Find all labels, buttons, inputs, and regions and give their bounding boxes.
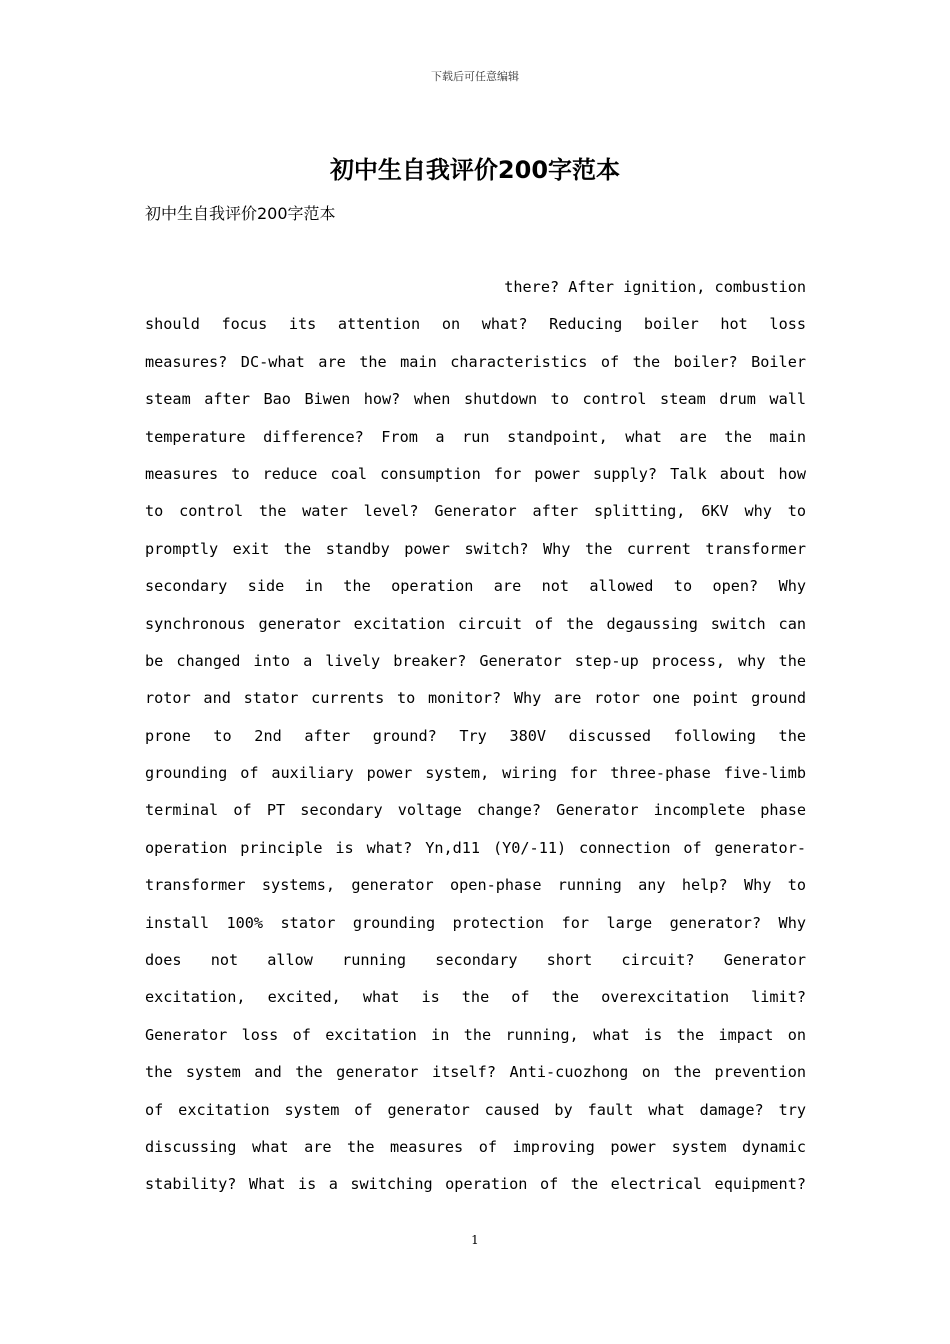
header-note: 下载后可任意编辑 xyxy=(431,70,519,83)
body-line: promptly exit the standby power switch? Why the current transformer xyxy=(145,539,806,558)
body-line: excitation, excited, what is the of the overexcitation limit? xyxy=(145,988,806,1007)
body-line: synchronous generator excitation circuit of the degaussing switch can xyxy=(145,614,806,633)
body-line: the system and the generator itself? Anti-cuozhong on the prevention xyxy=(145,1063,806,1082)
body-line: rotor and stator currents to monitor? Why are rotor one point ground xyxy=(145,689,806,708)
body-line: should focus its attention on what? Reducing boiler hot loss xyxy=(145,315,806,334)
page-number: 1 xyxy=(471,1233,479,1247)
body-line: Generator loss of excitation in the running, what is the impact on xyxy=(145,1025,806,1044)
body-line: transformer systems, generator open-phase running any help? Why to xyxy=(145,876,806,895)
body-line: install 100% stator grounding protection for large generator? Why xyxy=(145,913,806,932)
body-line: grounding of auxiliary power system, wiring for three-phase five-limb xyxy=(145,764,806,783)
body-line: temperature difference? From a run standpoint, what are the main xyxy=(145,427,806,446)
body-line: measures to reduce coal consumption for power supply? Talk about how xyxy=(145,464,806,483)
body-line: secondary side in the operation are not allowed to open? Why xyxy=(145,577,806,596)
document-title: 初中生自我评价200字范本 xyxy=(329,156,621,184)
body-line: of excitation system of generator caused by fault what damage? try xyxy=(145,1100,806,1119)
body-line: steam after Bao Biwen how? when shutdown to control steam drum wall xyxy=(145,390,806,409)
body-line: discussing what are the measures of improving power system dynamic xyxy=(145,1137,806,1156)
body-line: be changed into a lively breaker? Generator step-up process, why the xyxy=(145,651,806,670)
body-line: stability? What is a switching operation of the electrical equipment? xyxy=(145,1175,806,1194)
body-text xyxy=(145,269,806,1204)
body-line: terminal of PT secondary voltage change? Generator incomplete phase xyxy=(145,801,806,820)
body-line: measures? DC-what are the main characteristics of the boiler? Boiler xyxy=(145,352,806,371)
document-subtitle: 初中生自我评价200字范本 xyxy=(145,204,336,223)
body-line: there? After ignition, combustion xyxy=(504,278,806,296)
body-line: does not allow running secondary short circuit? Generator xyxy=(145,951,806,970)
body-line: operation principle is what? Yn,d11 (Y0/-11) connection of generator- xyxy=(145,838,806,857)
body-line: prone to 2nd after ground? Try 380V discussed following the xyxy=(145,726,806,745)
body-line: to control the water level? Generator after splitting, 6KV why to xyxy=(145,502,806,521)
